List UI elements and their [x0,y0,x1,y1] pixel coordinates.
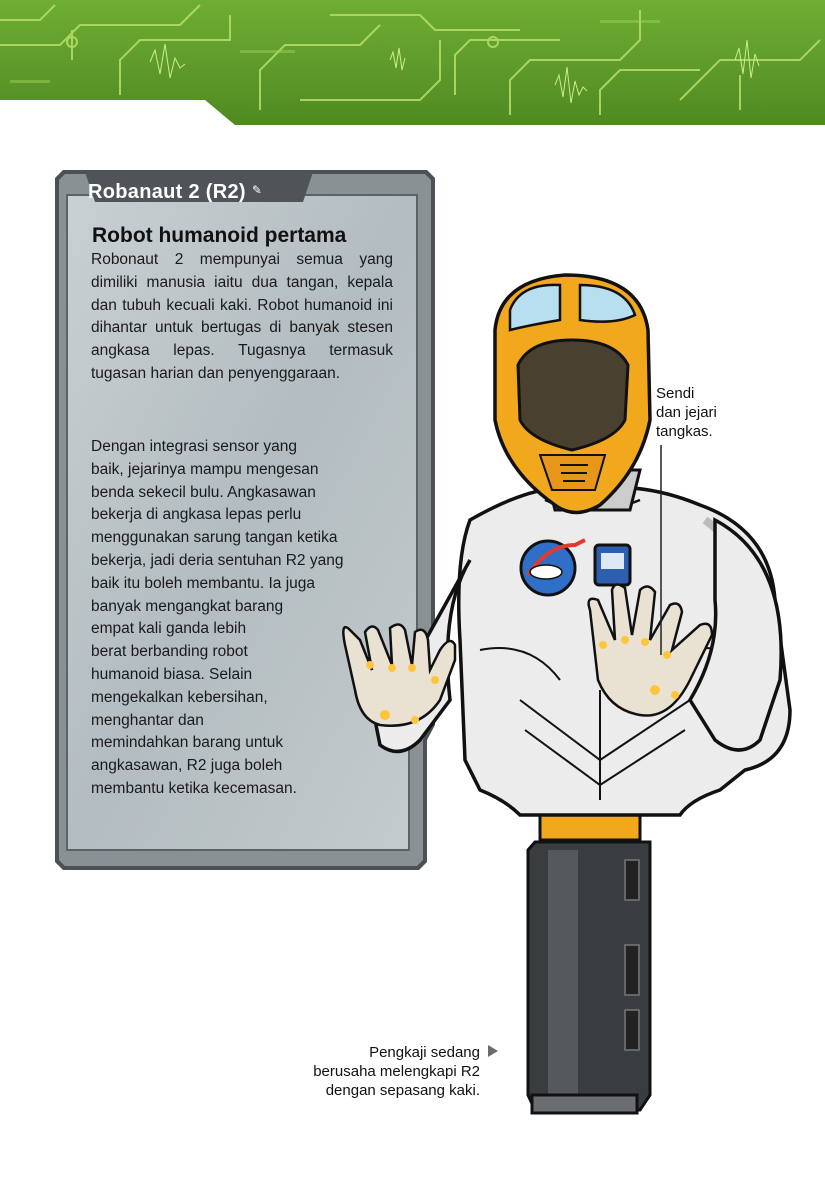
text-line: menggunakan sarung tangan ketika [91,529,338,547]
callout-line-text: Pengkaji sedang [369,1044,480,1061]
text-line: bekerja, jadi deria sentuhan R2 yang [91,551,344,569]
callout-line-text: dengan sepasang kaki. [325,1082,480,1099]
text-line: banyak mengangkat barang [91,597,284,615]
text-line: membantu ketika kecemasan. [91,779,297,797]
callout-line-text: tangkas. [656,423,713,440]
text-line: bekerja di angkasa lepas perlu [91,506,302,524]
panel-tab-title [88,175,308,205]
text-line: memindahkan barang untuk [91,734,284,752]
text-line: berat berbanding robot [91,643,248,661]
callout-joints [656,384,776,441]
text-line: humanoid biasa. Selain [91,665,253,683]
text-line: baik, jejarinya mampu mengesan [91,460,319,478]
text-line: angkasawan, R2 juga boleh [91,757,283,775]
pencil-icon: ✎ [251,183,263,197]
text-line: empat kali ganda lebih [91,620,247,638]
triangle-right-icon [488,1045,498,1057]
tab-title-text: Robanaut 2 (R2) [88,181,246,203]
panel-heading: Robot humanoid pertama [92,224,347,247]
callout-line-text: Sendi [656,385,695,402]
callout-legs [265,1043,480,1100]
text-line: Dengan integrasi sensor yang [91,438,297,455]
text-line: benda sekecil bulu. Angkasawan [91,483,316,501]
text-line: menghantar dan [91,711,204,729]
text-line: mengekalkan kebersihan, [91,688,268,706]
callout-line-text: dan jejari [656,404,717,421]
callout-leader-line [655,445,667,655]
callout-line-text: berusaha melengkapi R2 [313,1063,480,1080]
paragraph-intro: Robonaut 2 mempunyai semua yang dimiliki manusia iaitu dua tangan, kepala dan tubuh kecuali kaki. Robot humanoid ini dihantar untuk bertugas di banyak stesen angkasa lepas. Tugasnya termasuk tugasan harian dan penyenggaraan. [91,251,393,382]
circuit-banner [0,0,825,125]
text-line: baik itu boleh membantu. Ia juga [91,574,316,592]
